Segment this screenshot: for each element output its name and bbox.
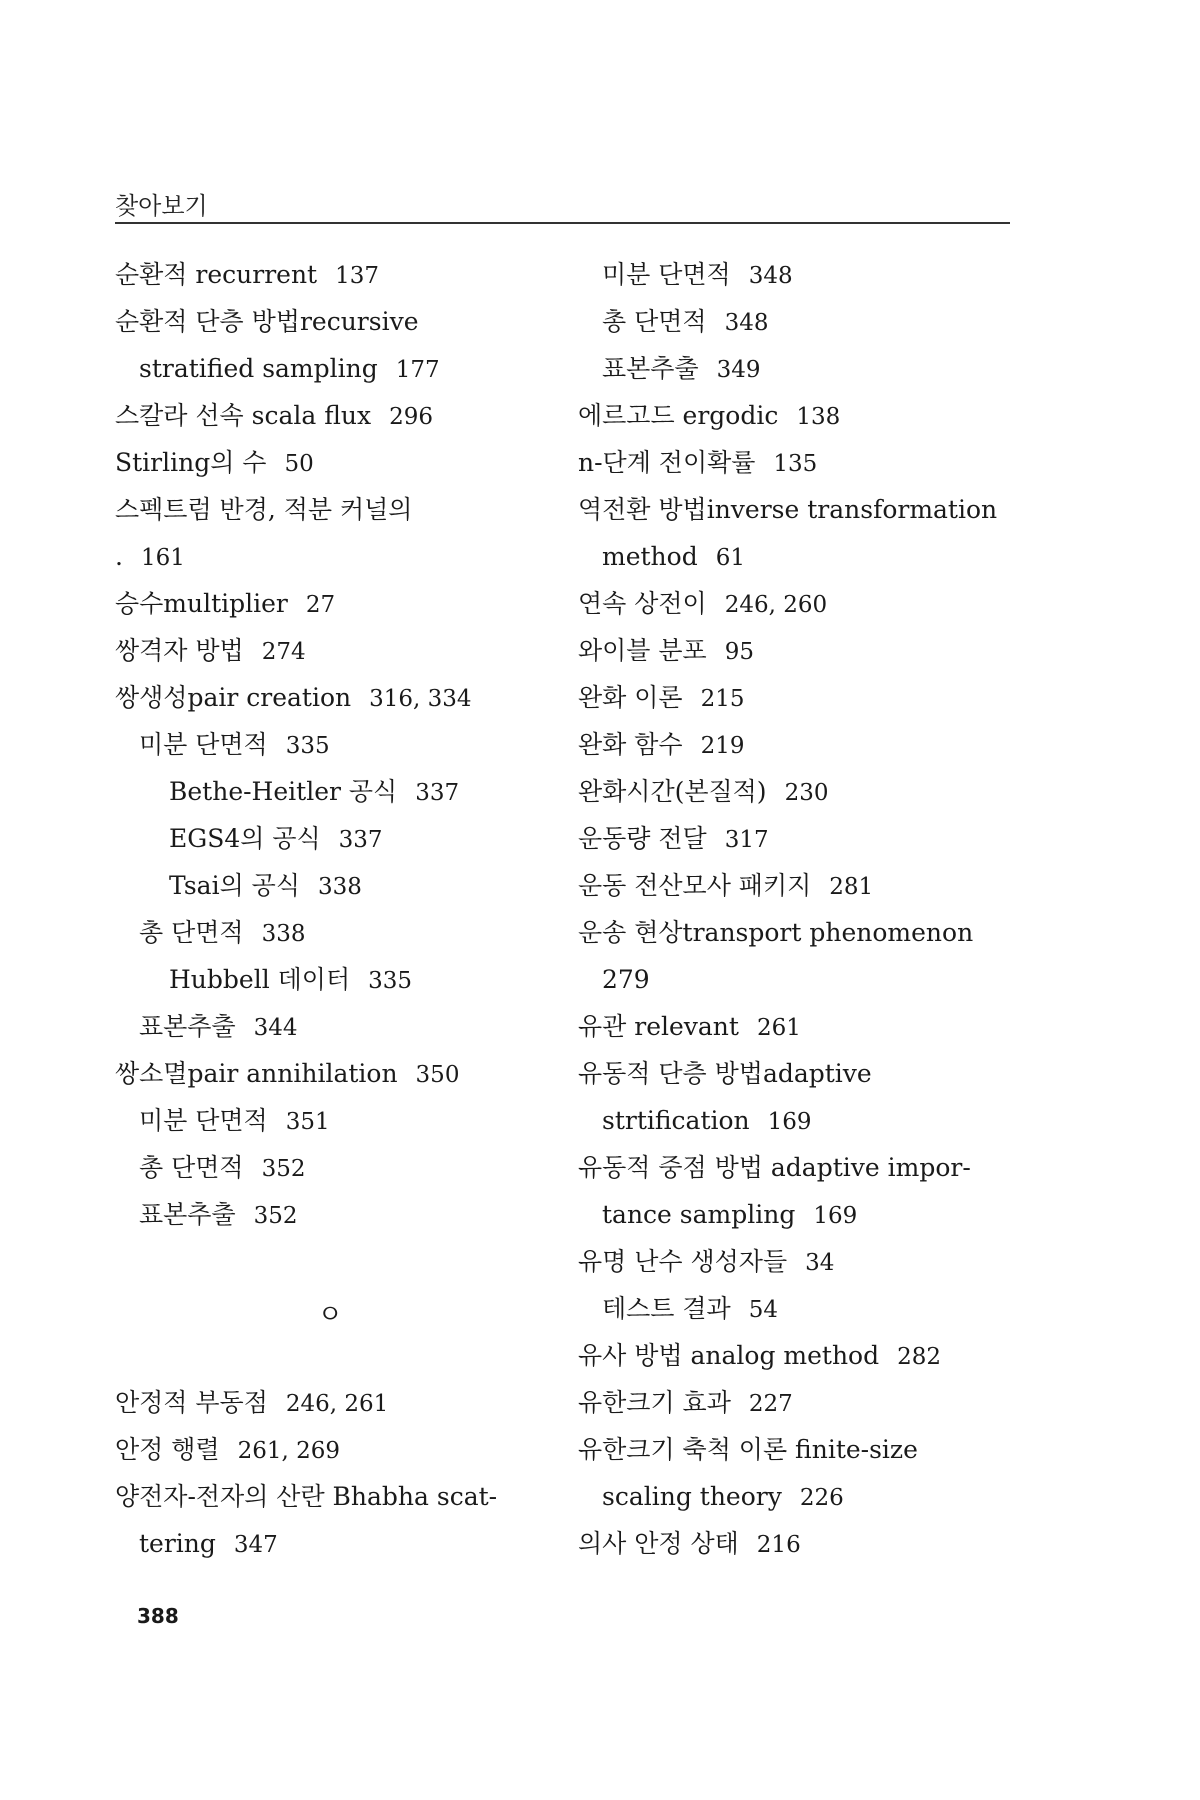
entry-term: 총 단면적 [139, 918, 244, 947]
entry-term: 미분 단면적 [602, 260, 731, 289]
index-subsubentry [115, 869, 362, 904]
page-header-title: 찾아보기 [115, 192, 208, 220]
entry-page: 282 [897, 1344, 942, 1370]
entry-term: 승수multiplier [115, 589, 288, 618]
section-letter-heading: ㅇ [317, 1300, 343, 1330]
entry-term: tering [139, 1529, 216, 1558]
entry-term: 미분 단면적 [139, 1106, 268, 1135]
entry-term: 표본추출 [602, 354, 699, 383]
entry-term: 스칼라 선속 scala flux [115, 401, 372, 430]
entry-page: 137 [335, 263, 379, 289]
index-entry [578, 916, 991, 951]
entry-term: 테스트 결과 [602, 1294, 731, 1323]
entry-page: 61 [715, 545, 745, 571]
entry-page: 317 [724, 827, 769, 853]
header-rule [115, 222, 1010, 224]
index-entry [115, 399, 433, 434]
entry-page: 246, 260 [724, 592, 828, 618]
index-entry [578, 1057, 890, 1092]
entry-term: 유명 난수 생성자들 [578, 1247, 788, 1276]
index-entry [578, 587, 827, 622]
index-entry-continuation [578, 963, 668, 998]
index-entry [578, 1010, 801, 1045]
index-entry [115, 446, 314, 481]
entry-term: 유사 방법 analog method [578, 1341, 880, 1370]
entry-page: 50 [284, 451, 314, 477]
index-entry [578, 681, 744, 716]
entry-term: tance sampling [602, 1200, 796, 1229]
entry-page: 338 [317, 874, 362, 900]
entry-page: 177 [395, 357, 440, 383]
entry-term: 운송 현상transport phenomenon [578, 918, 974, 947]
entry-term: method [602, 542, 698, 571]
entry-term: 표본추출 [139, 1200, 236, 1229]
entry-page: 352 [253, 1203, 298, 1229]
index-subentry [115, 728, 330, 763]
index-subentry [578, 352, 761, 387]
entry-term: 안정 행렬 [115, 1435, 220, 1464]
index-entry-continuation [578, 1198, 857, 1233]
index-entry [115, 587, 335, 622]
entry-page: 296 [389, 404, 434, 430]
index-subsubentry [115, 775, 459, 810]
index-entry [578, 728, 744, 763]
entry-term: n-단계 전이확률 [578, 448, 756, 477]
entry-page: 335 [368, 968, 412, 994]
entry-term: 279 [602, 965, 650, 994]
index-entry [578, 493, 1015, 528]
index-subentry [115, 1198, 298, 1233]
entry-term: Hubbell 데이터 [169, 965, 351, 994]
page-number: 388 [137, 1604, 179, 1628]
entry-page: 169 [767, 1109, 812, 1135]
index-entry-continuation [578, 1104, 812, 1139]
entry-page: 261, 269 [237, 1438, 340, 1464]
entry-term: 완화 함수 [578, 730, 683, 759]
entry-term: 운동 전산모사 패키지 [578, 871, 812, 900]
entry-page: 347 [233, 1532, 278, 1558]
index-subentry [578, 305, 768, 340]
entry-term: . [115, 542, 123, 571]
entry-term: Stirling의 수 [115, 448, 267, 477]
entry-page: 337 [338, 827, 383, 853]
index-entry-continuation [115, 540, 185, 575]
entry-term: 유한크기 축척 이론 finite-size [578, 1435, 918, 1464]
index-entry [115, 634, 306, 669]
entry-term: strtification [602, 1106, 750, 1135]
entry-term: 쌍소멸pair annihilation [115, 1059, 398, 1088]
entry-page: 348 [724, 310, 769, 336]
index-subentry [115, 916, 305, 951]
entry-term: 총 단면적 [139, 1153, 244, 1182]
entry-term: 완화시간(본질적) [578, 777, 767, 806]
index-entry [115, 1057, 459, 1092]
entry-page: 169 [813, 1203, 858, 1229]
entry-term: 스펙트럼 반경, 적분 커널의 [115, 495, 413, 524]
entry-page: 316, 334 [369, 686, 472, 712]
index-entry [115, 1386, 388, 1421]
entry-term: 운동량 전달 [578, 824, 707, 853]
entry-page: 230 [784, 780, 829, 806]
entry-term: 유동적 단층 방법adaptive [578, 1059, 872, 1088]
index-subentry [578, 1292, 778, 1327]
entry-term: 미분 단면적 [139, 730, 268, 759]
entry-term: 총 단면적 [602, 307, 707, 336]
entry-page: 348 [748, 263, 793, 289]
index-entry [115, 493, 430, 528]
entry-page: 337 [415, 780, 460, 806]
entry-page: 27 [305, 592, 336, 618]
entry-term: 순환적 recurrent [115, 260, 318, 289]
index-entry [578, 869, 873, 904]
index-entry [115, 305, 437, 340]
entry-page: 349 [716, 357, 761, 383]
entry-term: 유관 relevant [578, 1012, 739, 1041]
index-entry-continuation [578, 1480, 844, 1515]
entry-page: 161 [140, 545, 185, 571]
entry-page: 352 [261, 1156, 306, 1182]
index-entry [578, 1151, 989, 1186]
index-entry-continuation [115, 352, 440, 387]
entry-term: 안정적 부동점 [115, 1388, 268, 1417]
entry-page: 344 [253, 1015, 298, 1041]
entry-page: 351 [285, 1109, 330, 1135]
entry-page: 261 [756, 1015, 801, 1041]
entry-page: 281 [829, 874, 874, 900]
entry-term: 역전환 방법inverse transformation [578, 495, 998, 524]
entry-page: 135 [773, 451, 818, 477]
index-entry [115, 1433, 340, 1468]
entry-term: scaling theory [602, 1482, 782, 1511]
entry-page: 227 [748, 1391, 793, 1417]
entry-page: 54 [748, 1297, 778, 1323]
entry-page: 335 [285, 733, 330, 759]
index-subsubentry [115, 963, 412, 998]
entry-page: 216 [756, 1532, 801, 1558]
index-entry [578, 775, 828, 810]
entry-term: 에르고드 ergodic [578, 401, 779, 430]
index-subentry [115, 1151, 305, 1186]
index-entry-continuation [115, 1527, 278, 1562]
index-entry [115, 681, 472, 716]
entry-term: 의사 안정 상태 [578, 1529, 739, 1558]
entry-page: 219 [700, 733, 745, 759]
index-entry [578, 1245, 834, 1280]
index-entry [115, 258, 379, 293]
entry-term: 표본추출 [139, 1012, 236, 1041]
index-entry [578, 1527, 801, 1562]
entry-term: 순환적 단층 방법recursive [115, 307, 419, 336]
index-entry [578, 634, 754, 669]
entry-term: EGS4의 공식 [169, 824, 321, 853]
entry-term: Bethe-Heitler 공식 [169, 777, 398, 806]
entry-term: 유동적 중점 방법 adaptive impor- [578, 1153, 971, 1182]
entry-page: 246, 261 [285, 1391, 389, 1417]
index-entry-continuation [578, 540, 745, 575]
index-entry [578, 1386, 793, 1421]
index-subentry [578, 258, 793, 293]
entry-term: 쌍격자 방법 [115, 636, 244, 665]
entry-term: stratified sampling [139, 354, 378, 383]
index-entry [578, 446, 817, 481]
entry-term: 쌍생성pair creation [115, 683, 352, 712]
index-entry [578, 822, 769, 857]
entry-page: 138 [796, 404, 841, 430]
index-entry [578, 1339, 941, 1374]
index-entry [578, 399, 840, 434]
index-subentry [115, 1010, 298, 1045]
index-subsubentry [115, 822, 383, 857]
entry-page: 215 [700, 686, 745, 712]
index-entry [115, 1480, 515, 1515]
index-subentry [115, 1104, 330, 1139]
entry-term: 완화 이론 [578, 683, 683, 712]
entry-page: 350 [415, 1062, 460, 1088]
entry-page: 338 [261, 921, 306, 947]
entry-term: 와이블 분포 [578, 636, 707, 665]
index-entry [578, 1433, 936, 1468]
entry-page: 34 [805, 1250, 835, 1276]
entry-term: 연속 상전이 [578, 589, 707, 618]
entry-term: Tsai의 공식 [169, 871, 300, 900]
entry-page: 226 [799, 1485, 844, 1511]
entry-term: 유한크기 효과 [578, 1388, 731, 1417]
entry-page: 274 [261, 639, 306, 665]
entry-term: 양전자-전자의 산란 Bhabha scat- [115, 1482, 498, 1511]
entry-page: 95 [724, 639, 754, 665]
